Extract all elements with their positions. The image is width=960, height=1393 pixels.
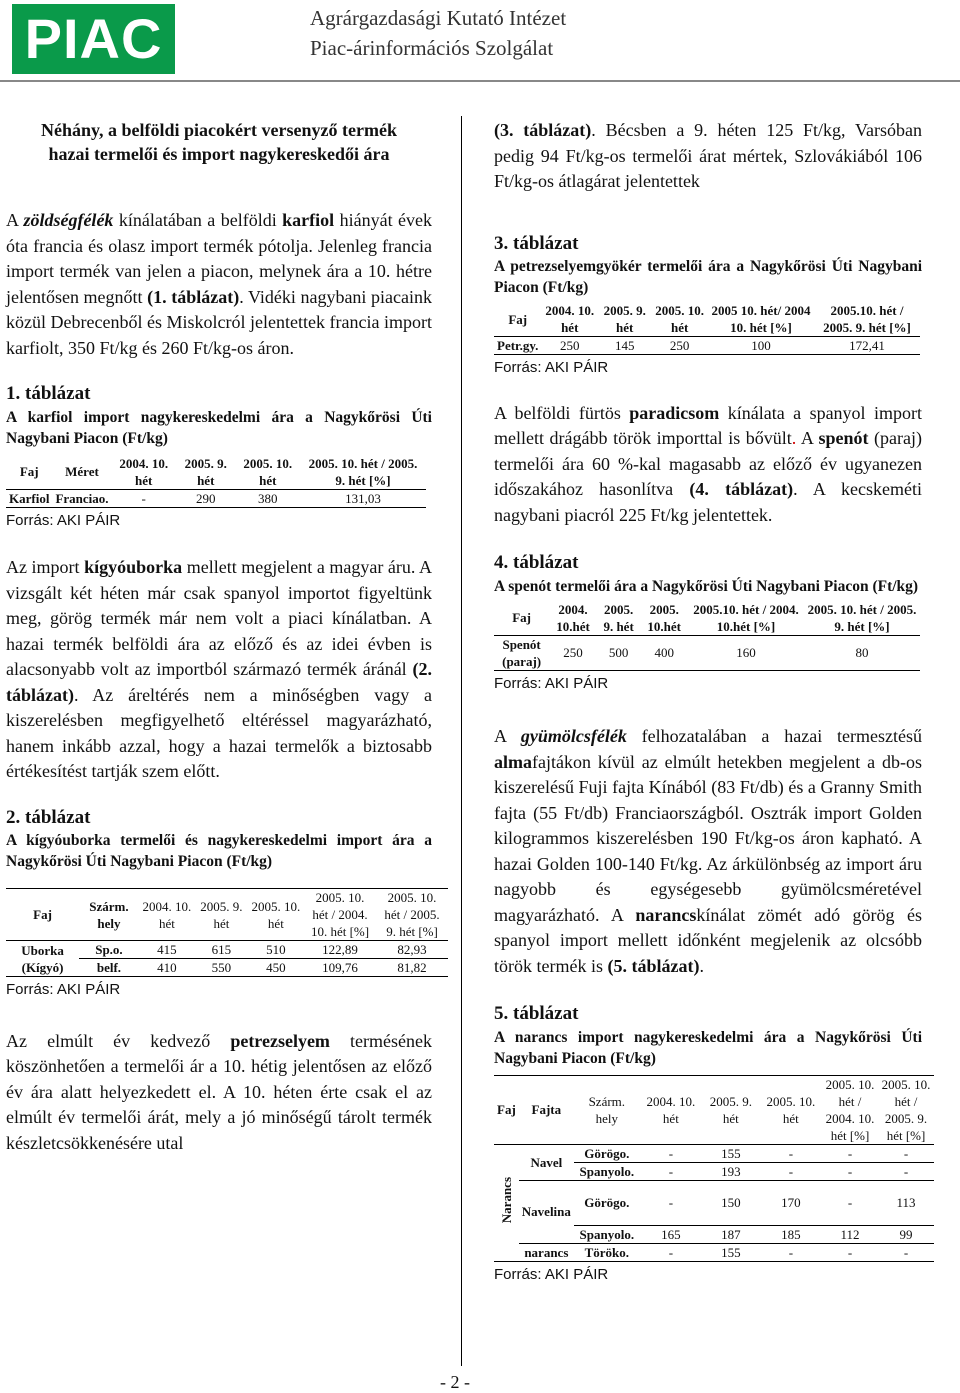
t5-cell: 113 [896, 1195, 916, 1210]
t5-cell: 193 [721, 1163, 741, 1179]
column-divider [461, 116, 462, 1366]
table1-title: A karfiol import nagykereskedelmi ára a Nagykőrösi Úti Nagybani Piacon (Ft/kg) [6, 408, 432, 447]
t5-h7: 2005. 10. hét / 2005. 9. hét [%] [881, 1076, 931, 1143]
t2-cell: 550 [211, 960, 232, 975]
t5-cell: Töröko. [584, 1244, 630, 1260]
table4 [494, 601, 920, 671]
t5-h4: 2005. 9. hét [709, 1093, 752, 1126]
table2-number: 2. táblázat [6, 806, 91, 828]
t1-cell: - [141, 490, 146, 506]
t5-cell: - [903, 1244, 909, 1260]
t5-cell: 170 [781, 1195, 801, 1210]
t2-cell: 81,82 [397, 960, 427, 975]
paragraph-petrezselyem: Az elmúlt év kedvező petrezselyem termésének köszönhetően a termelői ár a 10. hétig jelentősen az előző év ára alatt helyezkedett el. A 10. héten érte csak el az elmúlt év termelői árát, mely a jó minőségű tárolt termék készletcsökkenésére utal [6, 1030, 432, 1153]
table4-title: A spenót termelői ára a Nagykőrösi Úti Nagybani Piacon (Ft/kg) [494, 577, 919, 595]
left-column [6, 118, 440, 1156]
t5-cell: - [668, 1163, 674, 1179]
t5-h3: 2004. 10. hét [646, 1093, 696, 1126]
t2-h0: Faj [33, 907, 52, 922]
paragraph-karfiol: A zöldségfélék kínálatában a belföldi karfiol hiányát évek óta francia és olasz import termék pótolja. Jelenleg francia import termék van jelen a piacon, melynek ára a 10. hétre jelentősen megnőtt (1. táblázat). Vidéki nagybani piacaink közül Debrecenből és Miskolcról jelentettek francia import karfiolt, 350 Ft/kg és 260 Ft/kg-os áron. [6, 210, 432, 358]
t5-cell: 155 [721, 1145, 741, 1161]
t2-cell: 450 [266, 960, 286, 975]
t1-h0: Faj [19, 464, 39, 479]
t1-cell: Franciao. [55, 490, 109, 506]
t2-cell: belf. [96, 960, 122, 975]
t5-h1: Fajta [531, 1102, 562, 1117]
t5-faj: Narancs [498, 1177, 514, 1224]
table1 [6, 455, 426, 508]
t5-cell: 155 [721, 1244, 741, 1260]
table4-number: 4. táblázat [494, 552, 579, 573]
t3-cell: 250 [560, 338, 580, 353]
t2-h6: 2005. 10. hét / 2005. 9. hét [%] [384, 890, 440, 939]
t3-cell: 250 [669, 338, 690, 353]
t5-cell: - [668, 1145, 674, 1161]
t5-h5: 2005. 10. hét [766, 1093, 816, 1126]
t1-cell: 131,03 [345, 490, 381, 506]
t2-faj: Uborka (Kígyó) [21, 942, 64, 975]
table3-number: 3. táblázat [494, 232, 579, 254]
t5-cell: - [847, 1163, 853, 1179]
t3-cell: Petr.gy. [497, 338, 539, 353]
t5-cell: - [903, 1145, 909, 1161]
table5 [494, 1075, 934, 1262]
t2-cell: 82,93 [397, 942, 427, 957]
page-number: - 2 - [440, 1372, 470, 1392]
t5-cell: - [788, 1163, 794, 1179]
t5-cell: 112 [840, 1226, 860, 1242]
t5-fajta: Navel [530, 1154, 563, 1170]
table2 [6, 888, 448, 977]
t5-cell: - [847, 1244, 853, 1260]
t5-cell: - [847, 1145, 853, 1161]
t3-h2: 2005. 9. hét [603, 303, 646, 335]
t5-cell: Spanyolo. [579, 1163, 635, 1179]
t4-cell: Spenót (paraj) [502, 636, 542, 669]
t2-h2: 2004. 10. hét [142, 898, 192, 931]
t5-cell: - [668, 1195, 674, 1210]
t5-cell: 187 [721, 1226, 741, 1242]
t4-cell: 80 [855, 645, 869, 660]
table4-source: Forrás: AKI PÁIR [494, 674, 609, 692]
t3-h4: 2005 10. hét/ 2004 10. hét [%] [711, 303, 811, 335]
t2-h4: 2005. 10. hét [251, 898, 301, 931]
t5-cell: 99 [899, 1226, 913, 1242]
paragraph-paradicsom-spenot: A belföldi fürtös paradicsom kínálata a spanyol import mellett drágább török importtal is bővült. A spenót (paraj) termelői ára 60 %-kal magasabb az előző év ugyanezen időszakához hasonlítva (4. táblázat). A kecskeméti nagybani piacról 225 Ft/kg jelentettek. [494, 402, 923, 525]
t4-cell: 250 [563, 645, 583, 660]
t1-h1: Méret [65, 464, 99, 479]
right-column [494, 118, 931, 1287]
t5-h0: Faj [497, 1102, 516, 1117]
t3-h5: 2005.10. hét / 2005. 9. hét [%] [823, 303, 911, 335]
t4-h1: 2004. 10.hét [556, 601, 590, 634]
t4-h4: 2005.10. hét / 2004. 10.hét [%] [693, 601, 799, 634]
t2-cell: 410 [157, 960, 177, 975]
t2-h5: 2005. 10. hét / 2004. 10. hét [%] [310, 890, 370, 939]
t5-cell: 185 [781, 1226, 801, 1242]
table3-source: Forrás: AKI PÁIR [494, 359, 609, 376]
t5-cell: - [788, 1244, 794, 1260]
t5-cell: Görögo. [584, 1195, 630, 1210]
t5-cell: 165 [661, 1226, 681, 1242]
header-divider [0, 80, 960, 82]
t2-cell: 510 [266, 942, 286, 957]
t2-h1: Szárm. hely [89, 898, 129, 931]
table3 [494, 302, 920, 355]
piac-logo: PIAC [12, 4, 175, 74]
table3-title: A petrezselyemgyökér termelői ára a Nagykőrösi Úti Nagybani Piacon (Ft/kg) [494, 258, 922, 296]
t1-cell: 380 [258, 490, 278, 506]
t2-cell: 109,76 [322, 960, 358, 975]
t2-cell: 415 [157, 942, 177, 957]
table5-title: A narancs import nagykereskedelmi ára a Nagykőrösi Úti Nagybani Piacon (Ft/kg) [494, 1028, 922, 1067]
t1-h4: 2005. 10. hét [243, 455, 293, 488]
t5-h6: 2005. 10. hét / 2004. 10. hét [%] [825, 1076, 875, 1143]
t2-cell: Sp.o. [95, 942, 123, 957]
paragraph-kigyouborka: Az import kígyóuborka mellett megjelent a magyar áru. A vizsgált két héten már csak spanyol importot figyeltünk meg, görög termék már nem volt a piaci kínálatban. A hazai termék belföldi ára az előző és az idei évben is alacsonyabb volt az importból származó termék áránál (2. táblázat). Az áreltérés nem a minőségben vagy a kiszerelésben megfigyelhető eltéréssel magyarázható, hanem inkább azzal, hogy a hazai termelők a biztosabb értékesítést tartják szem előtt. [6, 557, 432, 781]
t4-cell: 400 [654, 645, 674, 660]
article-title: Néhány, a belföldi piacokért versenyző termék hazai termelői és import nagykereskedői ára [41, 120, 397, 164]
t5-fajta: Navelina [521, 1204, 571, 1219]
t1-cell: Karfiol [9, 490, 50, 506]
t2-cell: 122,89 [322, 942, 358, 957]
t5-cell: Görögo. [584, 1145, 630, 1161]
t2-cell: 615 [211, 942, 232, 957]
t1-h3: 2005. 9. hét [184, 455, 227, 488]
t5-cell: - [903, 1163, 909, 1179]
table2-title: A kígyóuborka termelői és nagykereskedelmi import ára a Nagykőrösi Úti Nagybani Piacon (Ft/kg) [6, 832, 432, 870]
t4-h5: 2005. 10. hét / 2005. 9. hét [%] [807, 601, 917, 634]
table5-source: Forrás: AKI PÁIR [494, 1265, 609, 1283]
t3-h0: Faj [508, 311, 528, 327]
table5-number: 5. táblázat [494, 1003, 579, 1024]
t2-h3: 2005. 9. hét [200, 898, 243, 931]
t1-cell: 290 [195, 490, 216, 506]
t4-h2: 2005. 9. hét [603, 601, 634, 634]
t5-h2: Szárm. hely [588, 1093, 626, 1126]
t4-cell: 160 [736, 645, 756, 660]
t5-cell: Spanyolo. [579, 1226, 635, 1242]
t3-cell: 145 [614, 338, 635, 353]
institute-name: Agrárgazdasági Kutató Intézet [310, 6, 567, 30]
t1-h2: 2004. 10. hét [119, 455, 169, 488]
t5-fajta: narancs [524, 1244, 569, 1260]
t5-cell: - [788, 1145, 794, 1161]
t4-cell: 500 [608, 645, 629, 660]
t3-cell: 100 [751, 338, 771, 353]
table2-source: Forrás: AKI PÁIR [6, 981, 121, 998]
t5-cell: 150 [721, 1195, 741, 1210]
t1-h5: 2005. 10. hét / 2005. 9. hét [%] [308, 455, 418, 488]
table1-number: 1. táblázat [6, 383, 91, 404]
table1-source: Forrás: AKI PÁIR [6, 511, 121, 529]
t3-h1: 2004. 10. hét [545, 303, 595, 335]
t4-h3: 2005. 10.hét [647, 601, 681, 634]
t4-h0: Faj [512, 610, 531, 625]
t5-cell: - [847, 1195, 853, 1210]
paragraph-continuation: (3. táblázat). Bécsben a 9. héten 125 Ft/kg, Varsóban pedig 94 Ft/kg-os termelői árat mértek, Szlovákiából 106 Ft/kg-os átlagárat jelentettek [494, 120, 922, 191]
t3-h3: 2005. 10. hét [655, 303, 705, 335]
service-name: Piac-árinformációs Szolgálat [310, 36, 554, 60]
t3-cell: 172,41 [849, 338, 885, 353]
t5-cell: - [668, 1244, 674, 1260]
paragraph-gyumolcs: A gyümölcsfélék felhozatalában a hazai termesztésű almafajtákon kívül az elmúlt hetekben megjelent a db-os kiszerelésű Fuji fajta Kínából (83 Ft/db) és a Granny Smith fajta (55 Ft/db) Franciaországból. Osztrák import Golden kilogrammos kiszerelésben 190 Ft/kg-os áron kapható. A hazai Golden 100-140 Ft/kg. Az árkülönbség az import áru nagyobb és egységesebb gyümölcsméretével magyarázható. A narancskínálat zömét adó görög és spanyol import mellett időnként megjelenik az olcsóbb török termék is (5. táblázat). [494, 726, 922, 976]
